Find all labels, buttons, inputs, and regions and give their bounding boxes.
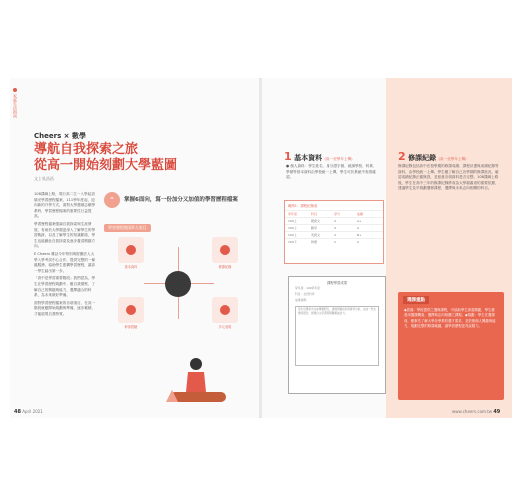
site-url: www.cheers.com.tw <box>452 409 493 414</box>
cell: 2 <box>334 240 336 244</box>
section-2-text: 修課紀錄包括高中在校學期的修課成績、課程計畫與成績紀錄等資料，由學校統一上傳。學生應了解自己各學期的修課狀況，確認成績紀錄正確無誤，並留意各項資料是否完整。108課綱上路後，學生在高中三年的修課紀錄將成為大學端審查的重要依據，建議學生及早規劃選修課程，選擇與未來志向相關的科目。 <box>398 164 499 191</box>
cell: 109上 <box>288 233 297 237</box>
table-row <box>285 224 383 231</box>
student-illustration <box>160 350 240 410</box>
item-node <box>212 237 238 263</box>
student-icon <box>165 271 191 297</box>
section-2-title <box>398 150 467 163</box>
cell: 物理 <box>311 240 318 244</box>
column-tag: Cheers × 數學 <box>34 132 86 140</box>
col-header: 學分 <box>334 212 341 216</box>
section-number: 2 <box>398 150 406 163</box>
cell: 國語文 <box>311 219 321 223</box>
head-shape <box>190 358 202 370</box>
info-tag: 學習歷程檔案6大項目 <box>104 224 151 232</box>
document-line: 科目：自然科學 <box>295 292 315 296</box>
section-heading: 基本資料 <box>294 154 323 162</box>
page-number: 49 <box>493 409 501 415</box>
page-number: 48 <box>14 409 21 415</box>
cell: A <box>357 240 360 244</box>
tip-box <box>398 292 504 400</box>
quote-icon: “ <box>104 192 120 208</box>
section-1-title <box>284 150 353 163</box>
table-row <box>285 217 383 224</box>
paragraph: 面對學習歷程檔案的各項項目，在高一階段就應開始規劃與準備，逐步累積，才能展現自我特質。 <box>34 300 96 316</box>
tip-body: ◆認識：學校提供之選修課程，可協助學生探索興趣，學生應善用選課機會，選擇與志向相關之課程。◆規劃：學生在選課前，應事先了解大學各學系的選才需求，並依照個人興趣與能力，規劃完整的修課地圖，讓學習歷程更具說服力。 <box>404 308 496 329</box>
section-tab <box>10 88 20 128</box>
section-sub: (高一至學年上傳) <box>324 157 353 161</box>
table-row <box>285 238 383 245</box>
pull-quote <box>104 192 254 208</box>
byline: 文 | 吳昌昌 <box>34 176 54 181</box>
item-label: 修課紀錄 <box>218 265 232 269</box>
body-column <box>34 192 96 319</box>
cell: B+ <box>357 233 362 237</box>
folio-left <box>14 409 43 415</box>
cell: 英語文 <box>311 233 321 237</box>
section-tab-label: 家庭生活指南 <box>13 94 18 118</box>
folio-right <box>452 409 500 415</box>
item-label: 幹部經驗 <box>124 325 138 329</box>
table-title: 範例1：課程紀錄表 <box>288 204 318 208</box>
section-sub: (高一至學年上傳) <box>438 157 467 161</box>
six-items-diagram <box>104 235 254 331</box>
paragraph: E Cheers 雜誌今年特別與財團法人大學入學考試中心合作，提供完整的一條龍服務，協助學生建構學習歷程，讓高一學生踏出第一步。 <box>34 251 96 273</box>
paragraph: 108課綱上路，現行高二生一入學起須填妥學習歷程檔案，111學年度起，迎向新的升學方式，面對大學選填志願學系時，學習歷程檔案的重要性日益提高。 <box>34 192 96 219</box>
item-node <box>212 297 238 323</box>
pull-quote-text: 掌握6面向，寫一份加分又加值的學習歷程檔案 <box>124 196 238 203</box>
document-body: 學生於課堂中完成專題研究，透過實驗設計與資料分析，完成一份完整的報告，展現自主學習與問題解決能力。 <box>295 306 379 366</box>
col-header: 成績 <box>357 212 364 216</box>
section-heading: 修課紀錄 <box>408 154 437 162</box>
course-icon <box>220 245 230 255</box>
body-shape <box>186 372 206 392</box>
item-label: 基本資料 <box>124 265 138 269</box>
item-label: 多元表現 <box>218 325 232 329</box>
course-table <box>284 200 384 264</box>
table-row <box>285 231 383 238</box>
cell: A+ <box>357 219 362 223</box>
table-header <box>285 210 383 217</box>
cell: 109上 <box>288 226 297 230</box>
cell: 109下 <box>288 240 297 244</box>
document-line: 學年度：109學年度 <box>295 286 320 290</box>
infographic <box>104 192 254 331</box>
section-number: 1 <box>284 150 292 163</box>
trophy-icon <box>220 305 230 315</box>
cell: 109上 <box>288 219 297 223</box>
leader-icon <box>126 305 136 315</box>
issue-date: April 2021 <box>22 409 43 414</box>
cell: 4 <box>334 219 336 223</box>
title-line-2: 從高一開始刻劃大學藍圖 <box>34 158 178 173</box>
tip-title: 選課重點 <box>403 296 429 304</box>
title-line-1: 導航自我探索之旅 <box>34 142 139 157</box>
sample-document <box>288 276 386 394</box>
document-title: 課程學習成果 <box>326 281 348 285</box>
cell: 4 <box>334 226 336 230</box>
paragraph: 「高中是學習重要階段」我們認為，學生在學習歷程規劃中，應自我覺察、了解自己的興趣與能力，選擇適合的科系，為未來做好準備。 <box>34 276 96 298</box>
article-title <box>34 142 177 174</box>
section-1-text: ● 個人資料：學生姓名、身分證字號、就讀學校、科系、學號等基本資料由學校統一上傳，學生可於系統中查看確認。 <box>286 164 377 180</box>
item-node <box>118 237 144 263</box>
paragraph: 學習歷程檔案強調自我探索與生涯發展，有助於大學端更深入了解學生的學習軌跡，以及了解學生的知識脈絡，學生也能藉此自我探索及逐步釐清興趣方向。 <box>34 221 96 249</box>
document-line: 成果說明： <box>295 298 309 302</box>
col-header: 科目 <box>311 212 318 216</box>
col-header: 學年度 <box>288 212 298 216</box>
cell: 4 <box>334 233 336 237</box>
gutter <box>259 78 262 418</box>
item-node <box>118 297 144 323</box>
cell: 數學 <box>311 226 318 230</box>
bullet-icon <box>13 88 17 92</box>
profile-icon <box>126 245 136 255</box>
log-shape <box>170 392 226 402</box>
cell: A <box>357 226 360 230</box>
